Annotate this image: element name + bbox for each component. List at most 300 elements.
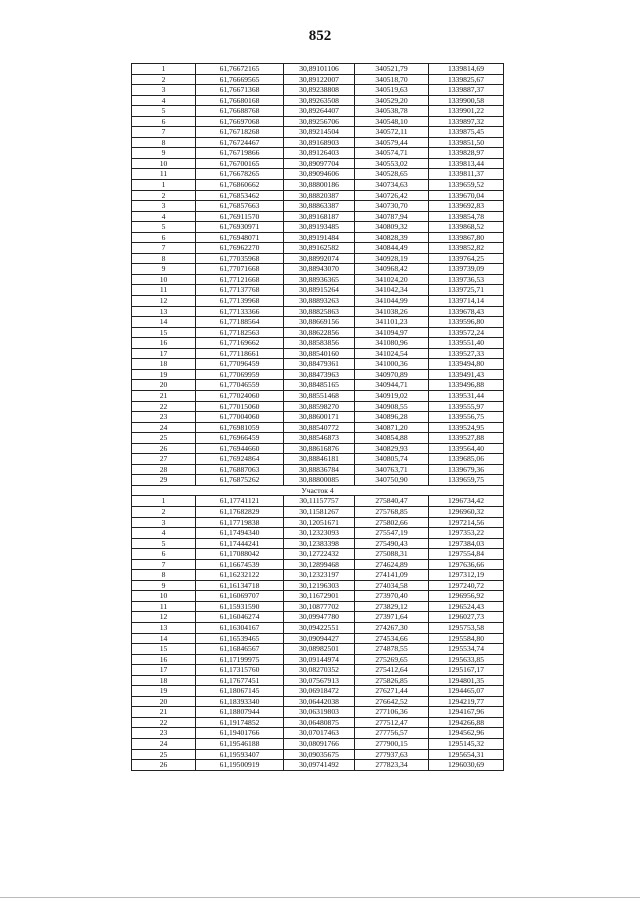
point-number-cell: 9 xyxy=(132,580,196,591)
longitude-cell: 30,09035675 xyxy=(284,749,355,760)
longitude-cell: 30,12051671 xyxy=(284,517,355,528)
point-number-cell: 24 xyxy=(132,739,196,750)
table-row xyxy=(132,148,504,159)
x-coordinate-cell: 340730,70 xyxy=(355,201,429,212)
x-coordinate-cell: 277937,63 xyxy=(355,749,429,760)
longitude-cell: 30,88622856 xyxy=(284,327,355,338)
point-number-cell: 12 xyxy=(132,612,196,623)
latitude-cell: 61,76966459 xyxy=(196,433,284,444)
table-row xyxy=(132,696,504,707)
point-number-cell: 25 xyxy=(132,433,196,444)
y-coordinate-cell: 1295584,80 xyxy=(429,633,504,644)
x-coordinate-cell: 275840,47 xyxy=(355,496,429,507)
longitude-cell: 30,11157757 xyxy=(284,496,355,507)
longitude-cell: 30,88863387 xyxy=(284,201,355,212)
latitude-cell: 61,77137768 xyxy=(196,285,284,296)
point-number-cell: 13 xyxy=(132,622,196,633)
table-row xyxy=(132,559,504,570)
latitude-cell: 61,76697068 xyxy=(196,116,284,127)
longitude-cell: 30,88846181 xyxy=(284,454,355,465)
x-coordinate-cell: 341042,34 xyxy=(355,285,429,296)
point-number-cell: 2 xyxy=(132,74,196,85)
longitude-cell: 30,88616876 xyxy=(284,443,355,454)
point-number-cell: 7 xyxy=(132,127,196,138)
latitude-cell: 61,17088042 xyxy=(196,549,284,560)
y-coordinate-cell: 1339685,06 xyxy=(429,454,504,465)
longitude-cell: 30,06442038 xyxy=(284,696,355,707)
table-row xyxy=(132,654,504,665)
x-coordinate-cell: 277900,15 xyxy=(355,739,429,750)
point-number-cell: 1 xyxy=(132,64,196,75)
y-coordinate-cell: 1339852,82 xyxy=(429,243,504,254)
y-coordinate-cell: 1339814,69 xyxy=(429,64,504,75)
point-number-cell: 15 xyxy=(132,644,196,655)
point-number-cell: 5 xyxy=(132,106,196,117)
longitude-cell: 30,88800085 xyxy=(284,475,355,486)
point-number-cell: 16 xyxy=(132,338,196,349)
point-number-cell: 5 xyxy=(132,222,196,233)
latitude-cell: 61,76700165 xyxy=(196,158,284,169)
latitude-cell: 61,76678265 xyxy=(196,169,284,180)
longitude-cell: 30,12323197 xyxy=(284,570,355,581)
latitude-cell: 61,16232122 xyxy=(196,570,284,581)
table-row xyxy=(132,675,504,686)
point-number-cell: 8 xyxy=(132,570,196,581)
y-coordinate-cell: 1339556,75 xyxy=(429,412,504,423)
y-coordinate-cell: 1297554,84 xyxy=(429,549,504,560)
longitude-cell: 30,12323093 xyxy=(284,528,355,539)
latitude-cell: 61,76860662 xyxy=(196,180,284,191)
point-number-cell: 3 xyxy=(132,517,196,528)
point-number-cell: 10 xyxy=(132,158,196,169)
y-coordinate-cell: 1294219,77 xyxy=(429,696,504,707)
table-row xyxy=(132,274,504,285)
x-coordinate-cell: 340553,02 xyxy=(355,158,429,169)
table-row xyxy=(132,348,504,359)
point-number-cell: 25 xyxy=(132,749,196,760)
x-coordinate-cell: 340734,63 xyxy=(355,180,429,191)
latitude-cell: 61,17444241 xyxy=(196,538,284,549)
point-number-cell: 8 xyxy=(132,137,196,148)
latitude-cell: 61,76857663 xyxy=(196,201,284,212)
y-coordinate-cell: 1339670,04 xyxy=(429,190,504,201)
x-coordinate-cell: 274624,89 xyxy=(355,559,429,570)
y-coordinate-cell: 1296956,92 xyxy=(429,591,504,602)
table-row xyxy=(132,401,504,412)
y-coordinate-cell: 1339692,83 xyxy=(429,201,504,212)
latitude-cell: 61,76875262 xyxy=(196,475,284,486)
table-row xyxy=(132,464,504,475)
latitude-cell: 61,19500919 xyxy=(196,760,284,771)
latitude-cell: 61,77096459 xyxy=(196,359,284,370)
x-coordinate-cell: 277512,47 xyxy=(355,717,429,728)
table-row xyxy=(132,74,504,85)
table-row xyxy=(132,422,504,433)
point-number-cell: 15 xyxy=(132,327,196,338)
point-number-cell: 19 xyxy=(132,686,196,697)
point-number-cell: 26 xyxy=(132,760,196,771)
point-number-cell: 18 xyxy=(132,359,196,370)
x-coordinate-cell: 340968,42 xyxy=(355,264,429,275)
longitude-cell: 30,08982501 xyxy=(284,644,355,655)
longitude-cell: 30,89126403 xyxy=(284,148,355,159)
latitude-cell: 61,77188564 xyxy=(196,317,284,328)
latitude-cell: 61,76672165 xyxy=(196,64,284,75)
longitude-cell: 30,89256706 xyxy=(284,116,355,127)
point-number-cell: 18 xyxy=(132,675,196,686)
point-number-cell: 22 xyxy=(132,401,196,412)
y-coordinate-cell: 1339524,95 xyxy=(429,422,504,433)
longitude-cell: 30,89264407 xyxy=(284,106,355,117)
longitude-cell: 30,88551468 xyxy=(284,390,355,401)
coordinates-table-container xyxy=(131,63,498,771)
x-coordinate-cell: 274267,30 xyxy=(355,622,429,633)
x-coordinate-cell: 340538,78 xyxy=(355,106,429,117)
longitude-cell: 30,89263508 xyxy=(284,95,355,106)
coordinates-block-2 xyxy=(132,180,504,486)
table-row xyxy=(132,106,504,117)
y-coordinate-cell: 1339868,52 xyxy=(429,222,504,233)
y-coordinate-cell: 1339900,58 xyxy=(429,95,504,106)
table-row xyxy=(132,601,504,612)
y-coordinate-cell: 1295753,58 xyxy=(429,622,504,633)
table-row xyxy=(132,644,504,655)
longitude-cell: 30,88479361 xyxy=(284,359,355,370)
point-number-cell: 23 xyxy=(132,412,196,423)
point-number-cell: 2 xyxy=(132,190,196,201)
point-number-cell: 6 xyxy=(132,549,196,560)
latitude-cell: 61,76671368 xyxy=(196,85,284,96)
latitude-cell: 61,77035968 xyxy=(196,253,284,264)
longitude-cell: 30,89162582 xyxy=(284,243,355,254)
latitude-cell: 61,77004060 xyxy=(196,412,284,423)
latitude-cell: 61,76924864 xyxy=(196,454,284,465)
latitude-cell: 61,77169662 xyxy=(196,338,284,349)
latitude-cell: 61,18393340 xyxy=(196,696,284,707)
y-coordinate-cell: 1339851,50 xyxy=(429,137,504,148)
longitude-cell: 30,11581267 xyxy=(284,506,355,517)
longitude-cell: 30,09741492 xyxy=(284,760,355,771)
x-coordinate-cell: 340828,39 xyxy=(355,232,429,243)
latitude-cell: 61,15931590 xyxy=(196,601,284,612)
point-number-cell: 1 xyxy=(132,180,196,191)
x-coordinate-cell: 340529,20 xyxy=(355,95,429,106)
point-number-cell: 7 xyxy=(132,243,196,254)
table-row xyxy=(132,359,504,370)
y-coordinate-cell: 1339659,52 xyxy=(429,180,504,191)
x-coordinate-cell: 275088,31 xyxy=(355,549,429,560)
longitude-cell: 30,89238808 xyxy=(284,85,355,96)
point-number-cell: 4 xyxy=(132,95,196,106)
longitude-cell: 30,12899468 xyxy=(284,559,355,570)
point-number-cell: 13 xyxy=(132,306,196,317)
longitude-cell: 30,06319803 xyxy=(284,707,355,718)
x-coordinate-cell: 340896,28 xyxy=(355,412,429,423)
point-number-cell: 9 xyxy=(132,264,196,275)
latitude-cell: 61,17677451 xyxy=(196,675,284,686)
table-row xyxy=(132,633,504,644)
y-coordinate-cell: 1339527,88 xyxy=(429,433,504,444)
y-coordinate-cell: 1339555,97 xyxy=(429,401,504,412)
longitude-cell: 30,07567913 xyxy=(284,675,355,686)
y-coordinate-cell: 1339897,32 xyxy=(429,116,504,127)
y-coordinate-cell: 1297214,56 xyxy=(429,517,504,528)
point-number-cell: 29 xyxy=(132,475,196,486)
y-coordinate-cell: 1294801,35 xyxy=(429,675,504,686)
latitude-cell: 61,18067145 xyxy=(196,686,284,697)
x-coordinate-cell: 277823,34 xyxy=(355,760,429,771)
longitude-cell: 30,89168187 xyxy=(284,211,355,222)
longitude-cell: 30,10877702 xyxy=(284,601,355,612)
y-coordinate-cell: 1339887,37 xyxy=(429,85,504,96)
y-coordinate-cell: 1339736,53 xyxy=(429,274,504,285)
point-number-cell: 10 xyxy=(132,274,196,285)
table-row xyxy=(132,306,504,317)
y-coordinate-cell: 1339764,25 xyxy=(429,253,504,264)
latitude-cell: 61,17741121 xyxy=(196,496,284,507)
point-number-cell: 9 xyxy=(132,148,196,159)
section-title: Участок 4 xyxy=(132,485,504,496)
latitude-cell: 61,18807944 xyxy=(196,707,284,718)
longitude-cell: 30,88583856 xyxy=(284,338,355,349)
x-coordinate-cell: 340809,32 xyxy=(355,222,429,233)
longitude-cell: 30,88546873 xyxy=(284,433,355,444)
x-coordinate-cell: 341094,97 xyxy=(355,327,429,338)
x-coordinate-cell: 275547,19 xyxy=(355,528,429,539)
table-row xyxy=(132,180,504,191)
x-coordinate-cell: 340787,94 xyxy=(355,211,429,222)
point-number-cell: 23 xyxy=(132,728,196,739)
table-row xyxy=(132,296,504,307)
point-number-cell: 19 xyxy=(132,369,196,380)
longitude-cell: 30,89214504 xyxy=(284,127,355,138)
table-row xyxy=(132,190,504,201)
point-number-cell: 11 xyxy=(132,601,196,612)
latitude-cell: 61,76724467 xyxy=(196,137,284,148)
latitude-cell: 61,17719838 xyxy=(196,517,284,528)
longitude-cell: 30,88540772 xyxy=(284,422,355,433)
point-number-cell: 3 xyxy=(132,201,196,212)
x-coordinate-cell: 340908,55 xyxy=(355,401,429,412)
latitude-cell: 61,76669565 xyxy=(196,74,284,85)
table-row xyxy=(132,749,504,760)
x-coordinate-cell: 340928,19 xyxy=(355,253,429,264)
x-coordinate-cell: 340518,70 xyxy=(355,74,429,85)
longitude-cell: 30,89101106 xyxy=(284,64,355,75)
y-coordinate-cell: 1295654,31 xyxy=(429,749,504,760)
table-row xyxy=(132,717,504,728)
table-row xyxy=(132,317,504,328)
latitude-cell: 61,16069707 xyxy=(196,591,284,602)
longitude-cell: 30,89094606 xyxy=(284,169,355,180)
table-row xyxy=(132,622,504,633)
y-coordinate-cell: 1339527,33 xyxy=(429,348,504,359)
y-coordinate-cell: 1339725,71 xyxy=(429,285,504,296)
longitude-cell: 30,07017463 xyxy=(284,728,355,739)
x-coordinate-cell: 273970,40 xyxy=(355,591,429,602)
latitude-cell: 61,76911570 xyxy=(196,211,284,222)
latitude-cell: 61,17494340 xyxy=(196,528,284,539)
y-coordinate-cell: 1339679,36 xyxy=(429,464,504,475)
table-row xyxy=(132,475,504,486)
longitude-cell: 30,08091766 xyxy=(284,739,355,750)
table-row xyxy=(132,201,504,212)
point-number-cell: 16 xyxy=(132,654,196,665)
table-row xyxy=(132,169,504,180)
y-coordinate-cell: 1294465,07 xyxy=(429,686,504,697)
longitude-cell: 30,89122007 xyxy=(284,74,355,85)
table-row xyxy=(132,760,504,771)
table-row xyxy=(132,338,504,349)
longitude-cell: 30,88598270 xyxy=(284,401,355,412)
table-row xyxy=(132,443,504,454)
point-number-cell: 11 xyxy=(132,169,196,180)
table-row xyxy=(132,137,504,148)
longitude-cell: 30,89193485 xyxy=(284,222,355,233)
point-number-cell: 20 xyxy=(132,696,196,707)
table-row xyxy=(132,528,504,539)
x-coordinate-cell: 340574,71 xyxy=(355,148,429,159)
latitude-cell: 61,17682829 xyxy=(196,506,284,517)
latitude-cell: 61,77182563 xyxy=(196,327,284,338)
y-coordinate-cell: 1296030,69 xyxy=(429,760,504,771)
table-row xyxy=(132,739,504,750)
table-row xyxy=(132,158,504,169)
point-number-cell: 22 xyxy=(132,717,196,728)
y-coordinate-cell: 1297240,72 xyxy=(429,580,504,591)
coordinates-block-1 xyxy=(132,64,504,180)
latitude-cell: 61,19546188 xyxy=(196,739,284,750)
longitude-cell: 30,88540160 xyxy=(284,348,355,359)
y-coordinate-cell: 1297384,03 xyxy=(429,538,504,549)
x-coordinate-cell: 275826,85 xyxy=(355,675,429,686)
x-coordinate-cell: 341000,36 xyxy=(355,359,429,370)
latitude-cell: 61,17199975 xyxy=(196,654,284,665)
latitude-cell: 61,19174852 xyxy=(196,717,284,728)
x-coordinate-cell: 341024,20 xyxy=(355,274,429,285)
x-coordinate-cell: 341080,96 xyxy=(355,338,429,349)
table-row xyxy=(132,612,504,623)
x-coordinate-cell: 274534,66 xyxy=(355,633,429,644)
x-coordinate-cell: 276642,52 xyxy=(355,696,429,707)
table-row xyxy=(132,222,504,233)
latitude-cell: 61,16046274 xyxy=(196,612,284,623)
y-coordinate-cell: 1339875,45 xyxy=(429,127,504,138)
x-coordinate-cell: 275768,85 xyxy=(355,506,429,517)
longitude-cell: 30,12722432 xyxy=(284,549,355,560)
table-row xyxy=(132,549,504,560)
longitude-cell: 30,12383398 xyxy=(284,538,355,549)
table-row xyxy=(132,95,504,106)
table-row xyxy=(132,232,504,243)
table-row xyxy=(132,380,504,391)
table-row xyxy=(132,580,504,591)
latitude-cell: 61,16304167 xyxy=(196,622,284,633)
longitude-cell: 30,88936365 xyxy=(284,274,355,285)
latitude-cell: 61,16674539 xyxy=(196,559,284,570)
latitude-cell: 61,76962270 xyxy=(196,243,284,254)
point-number-cell: 5 xyxy=(132,538,196,549)
latitude-cell: 61,76680168 xyxy=(196,95,284,106)
x-coordinate-cell: 277756,57 xyxy=(355,728,429,739)
longitude-cell: 30,88669156 xyxy=(284,317,355,328)
x-coordinate-cell: 275490,43 xyxy=(355,538,429,549)
point-number-cell: 1 xyxy=(132,496,196,507)
y-coordinate-cell: 1339854,78 xyxy=(429,211,504,222)
y-coordinate-cell: 1339659,75 xyxy=(429,475,504,486)
latitude-cell: 61,19593407 xyxy=(196,749,284,760)
longitude-cell: 30,09947780 xyxy=(284,612,355,623)
table-row xyxy=(132,264,504,275)
y-coordinate-cell: 1297312,19 xyxy=(429,570,504,581)
x-coordinate-cell: 340548,10 xyxy=(355,116,429,127)
table-row xyxy=(132,85,504,96)
x-coordinate-cell: 277106,36 xyxy=(355,707,429,718)
point-number-cell: 20 xyxy=(132,380,196,391)
longitude-cell: 30,88943070 xyxy=(284,264,355,275)
x-coordinate-cell: 340829,93 xyxy=(355,443,429,454)
y-coordinate-cell: 1339825,67 xyxy=(429,74,504,85)
point-number-cell: 21 xyxy=(132,707,196,718)
latitude-cell: 61,76948071 xyxy=(196,232,284,243)
point-number-cell: 17 xyxy=(132,665,196,676)
table-row xyxy=(132,412,504,423)
y-coordinate-cell: 1294167,96 xyxy=(429,707,504,718)
x-coordinate-cell: 340944,71 xyxy=(355,380,429,391)
table-row xyxy=(132,686,504,697)
x-coordinate-cell: 340528,65 xyxy=(355,169,429,180)
coordinates-block-3 xyxy=(132,496,504,770)
section-row xyxy=(132,485,504,496)
y-coordinate-cell: 1296027,73 xyxy=(429,612,504,623)
table-row xyxy=(132,433,504,444)
point-number-cell: 27 xyxy=(132,454,196,465)
longitude-cell: 30,12196303 xyxy=(284,580,355,591)
latitude-cell: 61,77046559 xyxy=(196,380,284,391)
table-row xyxy=(132,728,504,739)
y-coordinate-cell: 1339572,24 xyxy=(429,327,504,338)
y-coordinate-cell: 1339901,22 xyxy=(429,106,504,117)
latitude-cell: 61,76887063 xyxy=(196,464,284,475)
x-coordinate-cell: 273829,12 xyxy=(355,601,429,612)
x-coordinate-cell: 340970,89 xyxy=(355,369,429,380)
latitude-cell: 61,76930971 xyxy=(196,222,284,233)
y-coordinate-cell: 1296524,43 xyxy=(429,601,504,612)
y-coordinate-cell: 1339531,44 xyxy=(429,390,504,401)
table-row xyxy=(132,707,504,718)
y-coordinate-cell: 1339564,40 xyxy=(429,443,504,454)
y-coordinate-cell: 1294266,88 xyxy=(429,717,504,728)
table-row xyxy=(132,517,504,528)
x-coordinate-cell: 340726,42 xyxy=(355,190,429,201)
x-coordinate-cell: 340572,11 xyxy=(355,127,429,138)
longitude-cell: 30,88800186 xyxy=(284,180,355,191)
latitude-cell: 61,16846567 xyxy=(196,644,284,655)
longitude-cell: 30,11672901 xyxy=(284,591,355,602)
x-coordinate-cell: 341044,99 xyxy=(355,296,429,307)
latitude-cell: 61,76718268 xyxy=(196,127,284,138)
table-row xyxy=(132,390,504,401)
point-number-cell: 24 xyxy=(132,422,196,433)
x-coordinate-cell: 340763,71 xyxy=(355,464,429,475)
longitude-cell: 30,89097704 xyxy=(284,158,355,169)
point-number-cell: 14 xyxy=(132,317,196,328)
longitude-cell: 30,89168903 xyxy=(284,137,355,148)
latitude-cell: 61,76853462 xyxy=(196,190,284,201)
point-number-cell: 26 xyxy=(132,443,196,454)
y-coordinate-cell: 1297353,22 xyxy=(429,528,504,539)
y-coordinate-cell: 1339596,80 xyxy=(429,317,504,328)
